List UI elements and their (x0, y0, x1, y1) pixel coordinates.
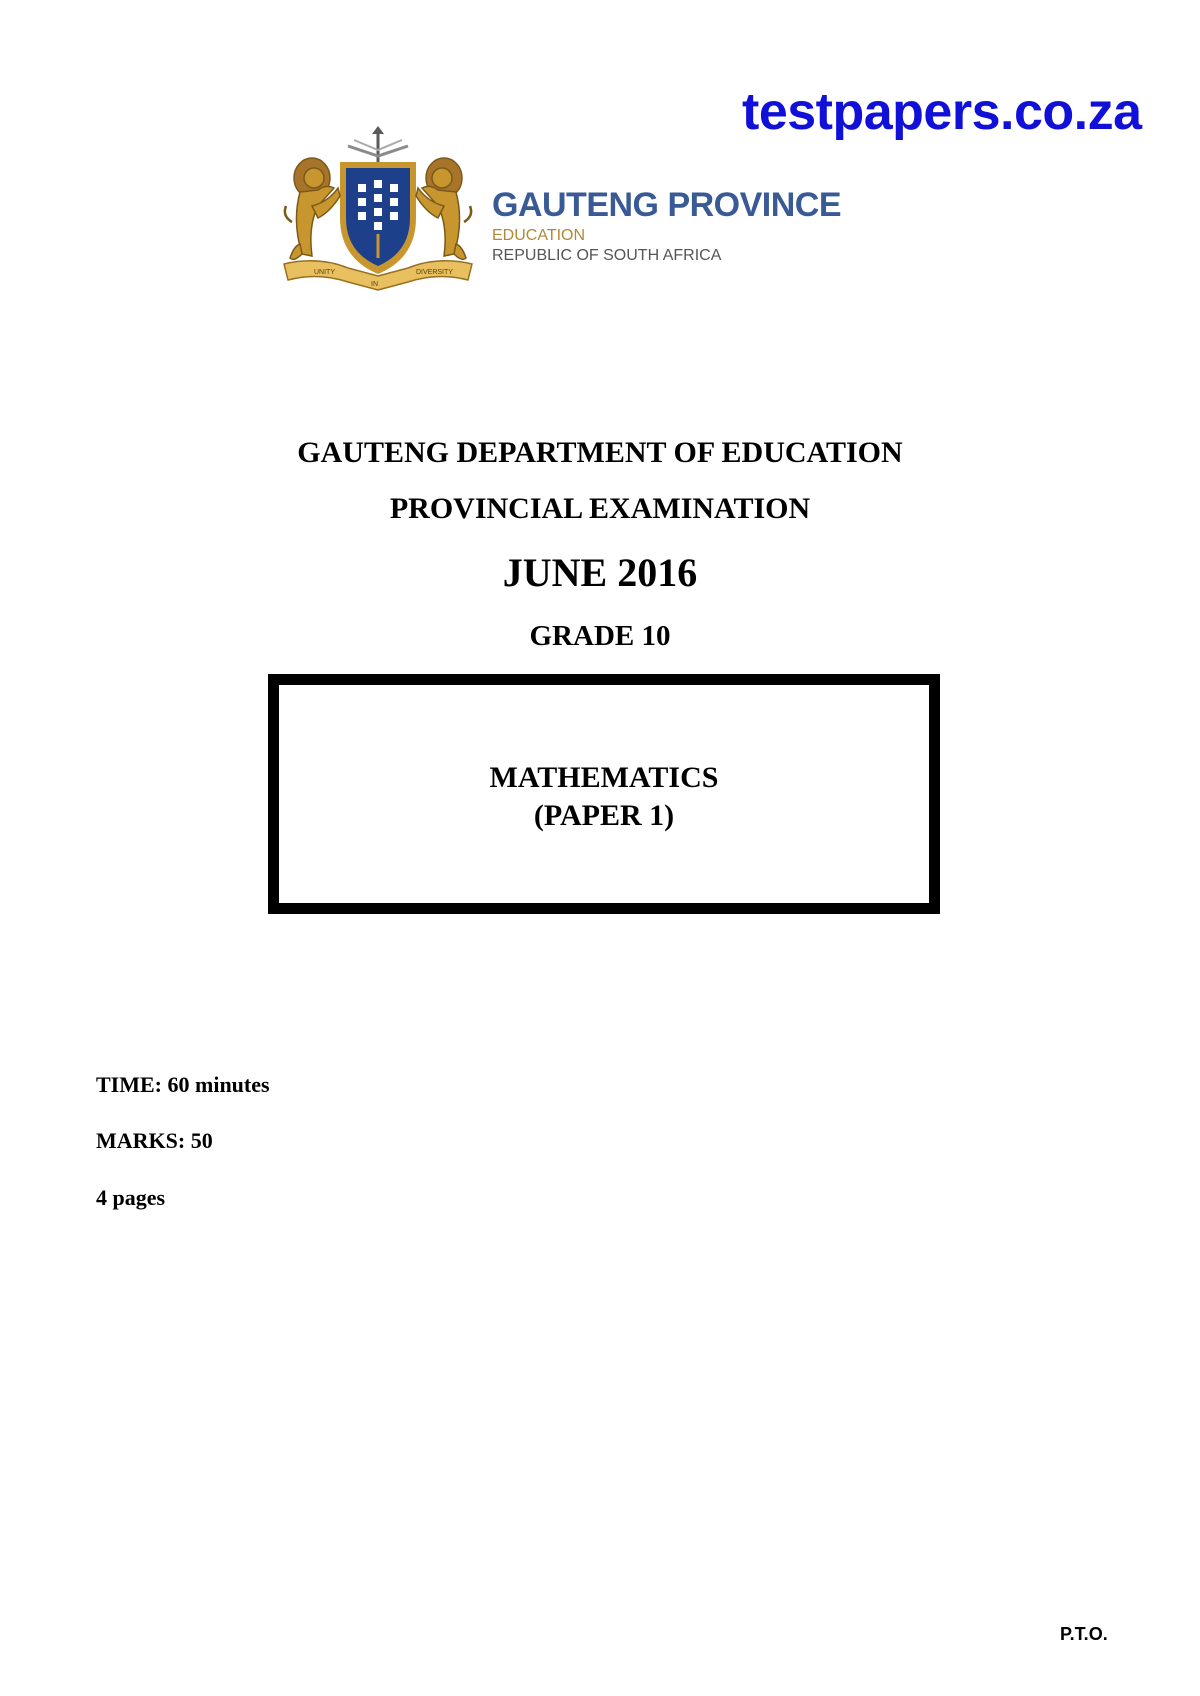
subject-paper: (PAPER 1) (533, 799, 675, 832)
province-wordmark (492, 186, 841, 266)
please-turn-over: P.T.O. (1060, 1624, 1108, 1644)
subject-title (279, 759, 929, 835)
watermark-site-name: testpapers.co.za (742, 83, 1142, 141)
page-count: 4 pages (96, 1185, 166, 1210)
subject-box (268, 674, 940, 914)
province-name: GAUTENG PROVINCE (492, 186, 842, 224)
motto-word: UNITY (314, 269, 335, 276)
exam-date: JUNE 2016 (502, 550, 698, 595)
province-department: EDUCATION (492, 227, 586, 244)
grade-heading: GRADE 10 (529, 620, 671, 652)
motto-word: DIVERSITY (416, 269, 453, 276)
exam-marks: MARKS: 50 (96, 1128, 213, 1153)
department-heading: GAUTENG DEPARTMENT OF EDUCATION (297, 436, 903, 469)
gauteng-province-logo (278, 126, 842, 296)
province-country: REPUBLIC OF SOUTH AFRICA (492, 247, 722, 264)
gauteng-coat-of-arms-icon (278, 126, 478, 296)
exam-time: TIME: 60 minutes (96, 1072, 270, 1097)
exam-heading: PROVINCIAL EXAMINATION (389, 492, 811, 525)
motto-word: IN (371, 281, 378, 288)
subject-name: MATHEMATICS (489, 761, 719, 794)
